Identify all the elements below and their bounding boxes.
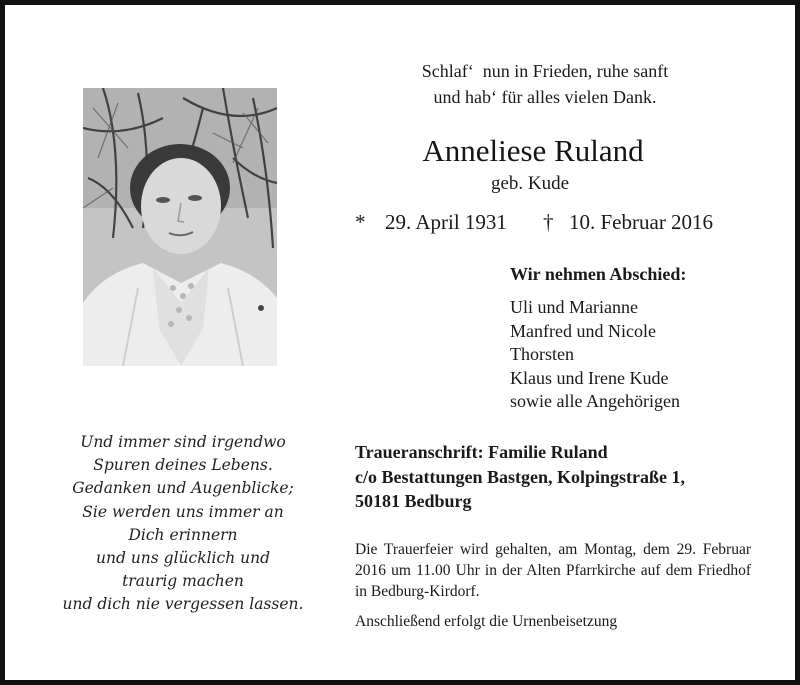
quote-line: und uns glücklich und <box>96 549 270 568</box>
farewell-title: Wir nehmen Abschied: <box>510 264 687 284</box>
address-line-1: Traueranschrift: Familie Ruland <box>355 442 608 462</box>
quote-line: Sie werden uns immer an <box>82 502 284 521</box>
motto-line-2: und hab‘ für alles vielen Dank. <box>433 87 657 107</box>
quote-line: und dich nie vergessen lassen. <box>62 595 304 614</box>
mourner-name: Manfred und Nicole <box>510 320 656 341</box>
death-symbol: † <box>543 210 554 234</box>
motto-line-1: Schlaf‘ nun in Frieden, ruhe sanft <box>421 61 669 81</box>
portrait-photo <box>83 88 277 366</box>
mourner-name: sowie alle Angehörigen <box>510 391 680 411</box>
quote-line: traurig machen <box>122 572 244 591</box>
deceased-name: Anneliese Ruland <box>422 133 644 168</box>
quote-line: Und immer sind irgendwo <box>80 433 286 451</box>
mourner-name: Klaus und Irene Kude <box>510 367 669 388</box>
portrait-image <box>83 88 277 366</box>
mourner-name: Uli und Marianne <box>510 297 638 317</box>
address-line-3: 50181 Bedburg <box>355 491 472 511</box>
quote-line: Dich erinnern <box>128 525 238 544</box>
mourning-address <box>355 440 685 514</box>
birth-symbol: * <box>355 210 366 234</box>
quote-line: Gedanken und Augenblicke; <box>72 479 294 498</box>
mourner-name: Thorsten <box>510 344 574 364</box>
motto <box>375 58 715 110</box>
ceremony-notice: Die Trauerfeier wird gehalten, am Montag, dem 29. Februar 2016 um 11.00 Uhr in der Alten Pfarrkirche auf dem Friedhof in Bedburg-Kirdorf. <box>355 541 751 600</box>
memorial-quote <box>55 431 311 617</box>
address-line-2: c/o Bestattungen Bastgen, Kolpingstraße 1, <box>355 466 686 487</box>
birth-date: 29. April 1931 <box>385 210 507 234</box>
death-date: 10. Februar 2016 <box>569 210 714 234</box>
maiden-name: geb. Kude <box>490 173 570 194</box>
quote-line: Spuren deines Lebens. <box>93 456 273 475</box>
mourners-list <box>510 296 680 414</box>
burial-notice: Anschließend erfolgt die Urnenbeisetzung <box>355 613 618 630</box>
